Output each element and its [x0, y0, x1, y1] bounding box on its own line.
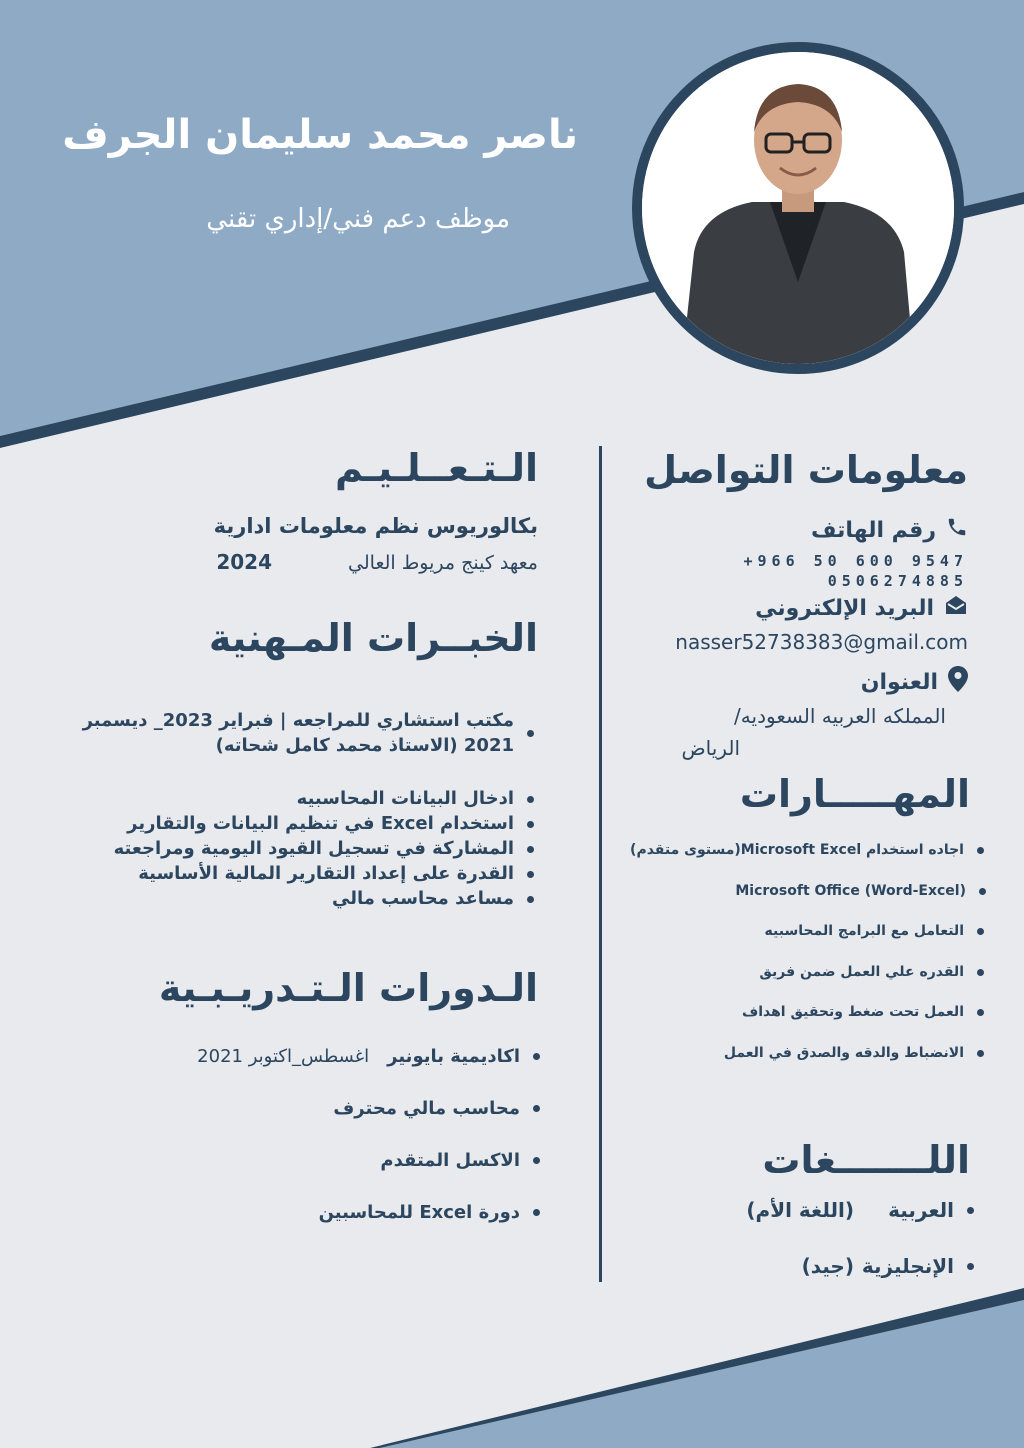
- education-heading: الـتـعــلـيـم: [334, 446, 538, 490]
- skill-item: العمل تحت ضغط وتحقيق اهداف: [586, 992, 986, 1033]
- language-level: (اللغة الأم): [746, 1198, 854, 1222]
- skill-item: الانضباط والدقه والصدق في العمل: [586, 1033, 986, 1074]
- course-item: [142, 1186, 542, 1238]
- language-name: الإنجليزية: [861, 1254, 954, 1278]
- profile-photo: [632, 42, 964, 374]
- skill-item: اجاده استخدام Microsoft Excel(مستوى متقدم): [586, 830, 986, 871]
- education-degree: بكالوريوس نظم معلومات ادارية: [213, 514, 538, 538]
- address-label-row: [861, 666, 968, 698]
- skill-item: القدره علي العمل ضمن فريق: [586, 952, 986, 993]
- candidate-name: ناصر محمد سليمان الجرف: [62, 112, 578, 158]
- experience-job: [76, 708, 536, 758]
- address-line-1: المملكه العربيه السعوديه/: [734, 704, 946, 728]
- duty-item: القدرة على إعداد التقارير المالية الأساسية: [76, 861, 536, 886]
- phone-icon: [946, 515, 968, 545]
- skills-list: [586, 830, 986, 1073]
- duty-item: استخدام Excel في تنظيم البيانات والتقارير: [76, 811, 536, 836]
- skill-item: التعامل مع البرامج المحاسبيه: [586, 911, 986, 952]
- contact-heading: معلومات التواصل: [644, 448, 968, 492]
- courses-heading: الـدورات الـتـدريـبـية: [158, 966, 538, 1010]
- education-institute: معهد كينج مريوط العالي: [348, 552, 538, 574]
- duty-item: المشاركة في تسجيل القيود اليومية ومراجعته: [76, 836, 536, 861]
- course-item: [142, 1082, 542, 1134]
- email-address[interactable]: nasser52738383@gmail.com: [675, 630, 968, 654]
- job-line-2: 2021 (الاستاذ محمد كامل شحاته): [215, 735, 514, 756]
- email-label-row: [755, 594, 968, 622]
- phone-label: رقم الهاتف: [810, 517, 936, 543]
- course-date: اغسطس_اكتوبر 2021: [197, 1045, 370, 1067]
- course-title: الاكسل المتقدم: [380, 1149, 520, 1171]
- education-year: 2024: [216, 550, 272, 574]
- duties-list: [76, 786, 536, 911]
- duty-item: ادخال البيانات المحاسبيه: [76, 786, 536, 811]
- skills-heading: المهـــــارات: [739, 772, 970, 816]
- languages-heading: اللـــــــغات: [762, 1138, 970, 1182]
- experience-heading: الخبــرات المـهنية: [208, 616, 538, 660]
- phone-number-1[interactable]: +966 50 600 9547: [743, 552, 968, 570]
- address-label: العنوان: [860, 669, 938, 695]
- address-line-2: الرياض: [681, 736, 740, 760]
- languages-list: [656, 1182, 976, 1294]
- course-item: [142, 1134, 542, 1186]
- course-title: اكاديمية بايونير: [387, 1045, 520, 1067]
- course-item: [142, 1030, 542, 1082]
- phone-label-row: [811, 515, 968, 545]
- duty-item: مساعد محاسب مالي: [76, 886, 536, 911]
- phone-number-2[interactable]: 0506274885: [827, 572, 968, 590]
- job-title: موظف دعم فني/إداري تقني: [206, 204, 510, 234]
- language-item: [656, 1182, 976, 1238]
- envelope-icon: [944, 594, 968, 622]
- map-pin-icon: [948, 666, 968, 698]
- language-item: [656, 1238, 976, 1294]
- job-entry: [76, 708, 536, 758]
- language-name: العربية: [888, 1198, 954, 1222]
- course-title: دورة Excel للمحاسبين: [318, 1201, 520, 1223]
- skill-item: Microsoft Office (Word-Excel): [586, 871, 988, 912]
- job-line-1: مكتب استشاري للمراجعه | فبراير 2023_ ديسمبر: [82, 710, 514, 731]
- courses-list: [142, 1030, 542, 1238]
- language-level: (جيد): [801, 1254, 854, 1278]
- course-title: محاسب مالي محترف: [333, 1097, 520, 1119]
- email-label: البريد الإلكتروني: [755, 595, 934, 621]
